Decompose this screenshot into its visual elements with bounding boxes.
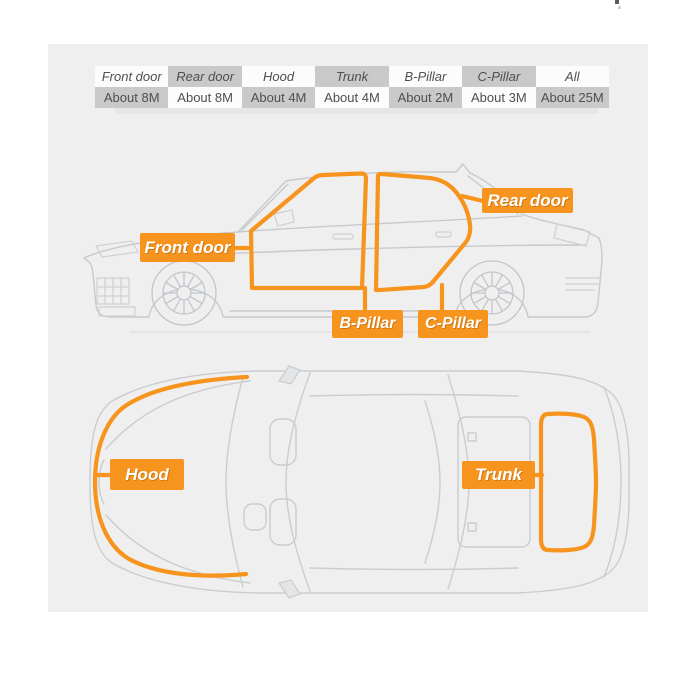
spec-part-cell: B-Pillar [389,66,462,87]
spec-length-cell: About 8M [95,87,168,108]
front-door-handle [333,234,353,239]
rear-seat-line [425,401,440,563]
spec-part-cell: All [536,66,609,87]
rear-door-label: Rear door [482,188,573,213]
table-shadow [115,108,598,114]
trunk-clip [468,523,476,531]
b-pillar-label: B-Pillar [332,310,403,338]
taillight [554,224,590,246]
bottom-side-mirror [279,580,300,598]
steering-wheel [244,504,266,530]
passenger-seat [270,419,296,465]
hood-label: Hood [110,459,184,490]
seal-length-table [95,66,609,108]
driver-seat [270,499,296,545]
top-view-mirrors [279,366,300,598]
rear-door-seal-outline [376,174,470,290]
fog-light [99,307,135,316]
cowl-line [226,377,243,587]
front-door-label: Front door [140,233,235,262]
rear-bumper-detail [565,278,600,290]
spec-length-cell: About 4M [242,87,315,108]
spec-length-cell: About 25M [536,87,609,108]
spec-part-cell: Front door [95,66,168,87]
spec-part-cell: Hood [242,66,315,87]
top-side-mirror [279,366,300,384]
windshield-top-line [286,373,310,591]
rear-door-leader-line [462,196,483,201]
rear-bumper-line [604,387,621,577]
edge-artifact-dot [618,6,621,9]
trunk-clip [468,433,476,441]
c-pillar-label: C-Pillar [418,310,488,338]
spec-part-cell: Trunk [315,66,388,87]
spec-length-cell: About 8M [168,87,241,108]
spec-length-cell: About 4M [315,87,388,108]
trunk-seal-outline [541,414,596,551]
spec-length-cell: About 3M [462,87,535,108]
rear-door-handle [436,232,451,237]
front-wheel [152,261,216,325]
front-door-seal-outline [251,174,366,289]
edge-artifact [615,0,619,4]
side-mirror [274,210,294,226]
spec-length-cell: About 2M [389,87,462,108]
spec-part-cell: C-Pillar [462,66,535,87]
spec-part-cell: Rear door [168,66,241,87]
headlight [96,241,138,257]
trunk-label: Trunk [462,461,535,489]
hood-contour-line [106,381,250,449]
